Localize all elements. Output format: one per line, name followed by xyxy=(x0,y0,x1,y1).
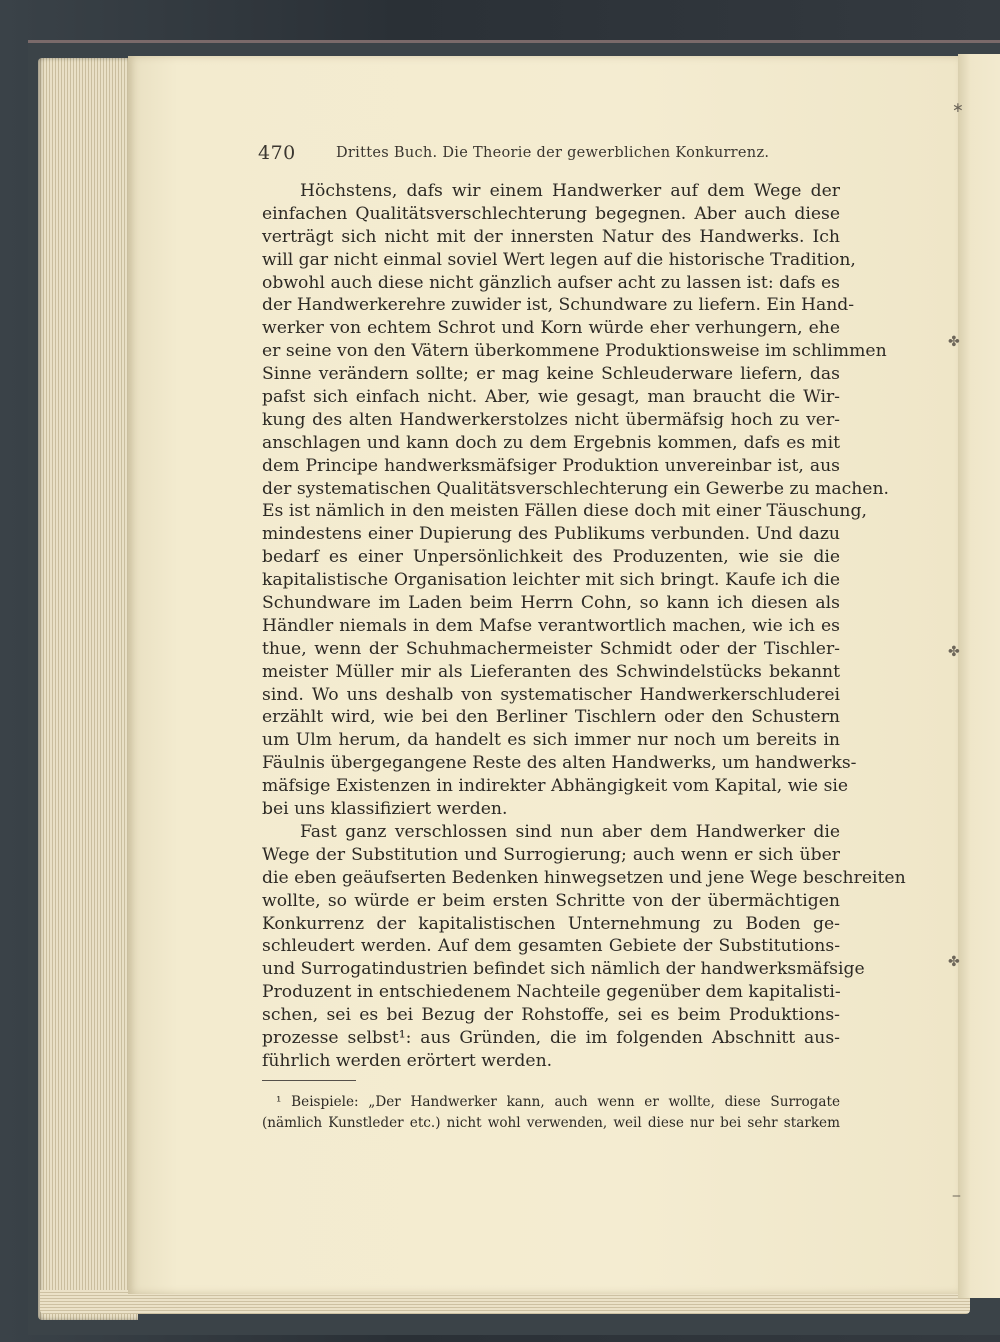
body-text xyxy=(262,180,906,1073)
text-line: anschlagen und kann doch zu dem Ergebnis kommen, dafs es mit xyxy=(262,432,840,453)
text-line: Höchstens, dafs wir einem Handwerker auf dem Wege der xyxy=(300,181,840,201)
text-line: Fäulnis übergegangene Reste des alten Handwerks, um handwerks- xyxy=(262,753,857,774)
text-line: erzählt wird, wie bei den Berliner Tischlern oder den Schustern xyxy=(262,707,840,728)
text-line: um Ulm herum, da handelt es sich immer nur noch um bereits in xyxy=(262,730,840,751)
margin-mark-icon: ✤ xyxy=(948,644,960,660)
text-line: sind. Wo uns deshalb von systematischer Handwerkerschluderei xyxy=(262,684,840,705)
text-line: prozesse selbst¹: aus Gründen, die im folgenden Abschnitt aus- xyxy=(262,1027,840,1048)
text-line: der Handwerkerehre zuwider ist, Schundware zu liefern. Ein Hand- xyxy=(262,295,855,316)
margin-mark-icon: ✤ xyxy=(948,954,960,970)
text-line: schen, sei es bei Bezug der Rohstoffe, sei es beim Produktions- xyxy=(262,1005,840,1026)
text-line: Wege der Substitution und Surrogierung; auch wenn er sich über xyxy=(262,844,840,865)
text-line: pafst sich einfach nicht. Aber, wie gesagt, man braucht die Wir- xyxy=(262,387,840,408)
text-line: Händler niemals in dem Mafse verantwortlich machen, wie ich es xyxy=(262,615,840,636)
text-line: Schundware im Laden beim Herrn Cohn, so kann ich diesen als xyxy=(262,593,840,614)
text-line: werker von echtem Schrot und Korn würde eher verhungern, ehe xyxy=(262,318,840,339)
text-line: Es ist nämlich in den meisten Fällen diese doch mit einer Täuschung, xyxy=(262,501,867,522)
text-line: bei uns klassifiziert werden. xyxy=(262,799,508,820)
text-line: schleudert werden. Auf dem gesamten Gebiete der Substitutions- xyxy=(262,936,840,957)
footnote-line: (nämlich Kunstleder etc.) nicht wohl verwenden, weil diese nur bei sehr starkem xyxy=(262,1114,840,1131)
margin-mark-icon: ✤ xyxy=(948,334,960,350)
text-line: er seine von den Vätern überkommene Produktionsweise im schlimmen xyxy=(262,341,887,362)
running-head: Drittes Buch. Die Theorie der gewerblichen Konkurrenz. xyxy=(336,145,770,161)
text-line: Fast ganz verschlossen sind nun aber dem Handwerker die xyxy=(300,821,840,842)
margin-mark-icon: ‒ xyxy=(952,1188,961,1204)
text-line: Produzent in entschiedenem Nachteile gegenüber dem kapitalisti- xyxy=(262,982,841,1003)
footnote-rule xyxy=(262,1080,356,1081)
text-line: der systematischen Qualitätsverschlechterung ein Gewerbe zu machen. xyxy=(262,478,889,499)
text-line: will gar nicht einmal soviel Wert legen auf die historische Tradition, xyxy=(262,249,856,270)
text-line: thue, wenn der Schuhmachermeister Schmidt oder der Tischler- xyxy=(262,638,840,659)
text-line: mindestens einer Dupierung des Publikums verbunden. Und dazu xyxy=(262,524,840,545)
page-header xyxy=(258,142,838,168)
text-line: einfachen Qualitätsverschlechterung begegnen. Aber auch diese xyxy=(262,203,840,224)
page-number: 470 xyxy=(258,142,296,164)
text-line: obwohl auch diese nicht gänzlich aufser acht zu lassen ist: dafs es xyxy=(262,272,840,293)
text-line: führlich werden erörtert werden. xyxy=(262,1050,553,1071)
text-line: bedarf es einer Unpersönlichkeit des Produzenten, wie sie die xyxy=(262,547,840,568)
text-line: Konkurrenz der kapitalistischen Unternehmung zu Boden ge- xyxy=(262,913,840,934)
text-line: die eben geäufserten Bedenken hinwegsetzen und jene Wege beschreiten xyxy=(262,867,906,888)
text-line: mäfsige Existenzen in indirekter Abhängigkeit vom Kapital, wie sie xyxy=(262,776,849,797)
text-line: meister Müller mir als Lieferanten des Schwindelstücks bekannt xyxy=(262,661,840,682)
margin-mark-icon: ∗ xyxy=(952,100,964,116)
footnote xyxy=(262,1092,840,1133)
text-line: und Surrogatindustrien befindet sich nämlich der handwerksmäfsige xyxy=(262,959,865,980)
text-line: verträgt sich nicht mit der innersten Natur des Handwerks. Ich xyxy=(262,226,840,247)
page-edges-left xyxy=(38,58,138,1320)
text-line: kapitalistische Organisation leichter mit sich bringt. Kaufe ich die xyxy=(262,570,840,591)
facing-page-edge xyxy=(958,54,1000,1298)
text-line: Sinne verändern sollte; er mag keine Schleuderware liefern, das xyxy=(262,364,840,385)
text-line: dem Principe handwerksmäfsiger Produktion unvereinbar ist, aus xyxy=(262,455,840,476)
text-line: kung des alten Handwerkerstolzes nicht übermäfsig hoch zu ver- xyxy=(262,409,840,430)
footnote-line: ¹ Beispiele: „Der Handwerker kann, auch wenn er wollte, diese Surrogate xyxy=(276,1094,840,1110)
text-line: wollte, so würde er beim ersten Schritte von der übermächtigen xyxy=(262,890,840,911)
